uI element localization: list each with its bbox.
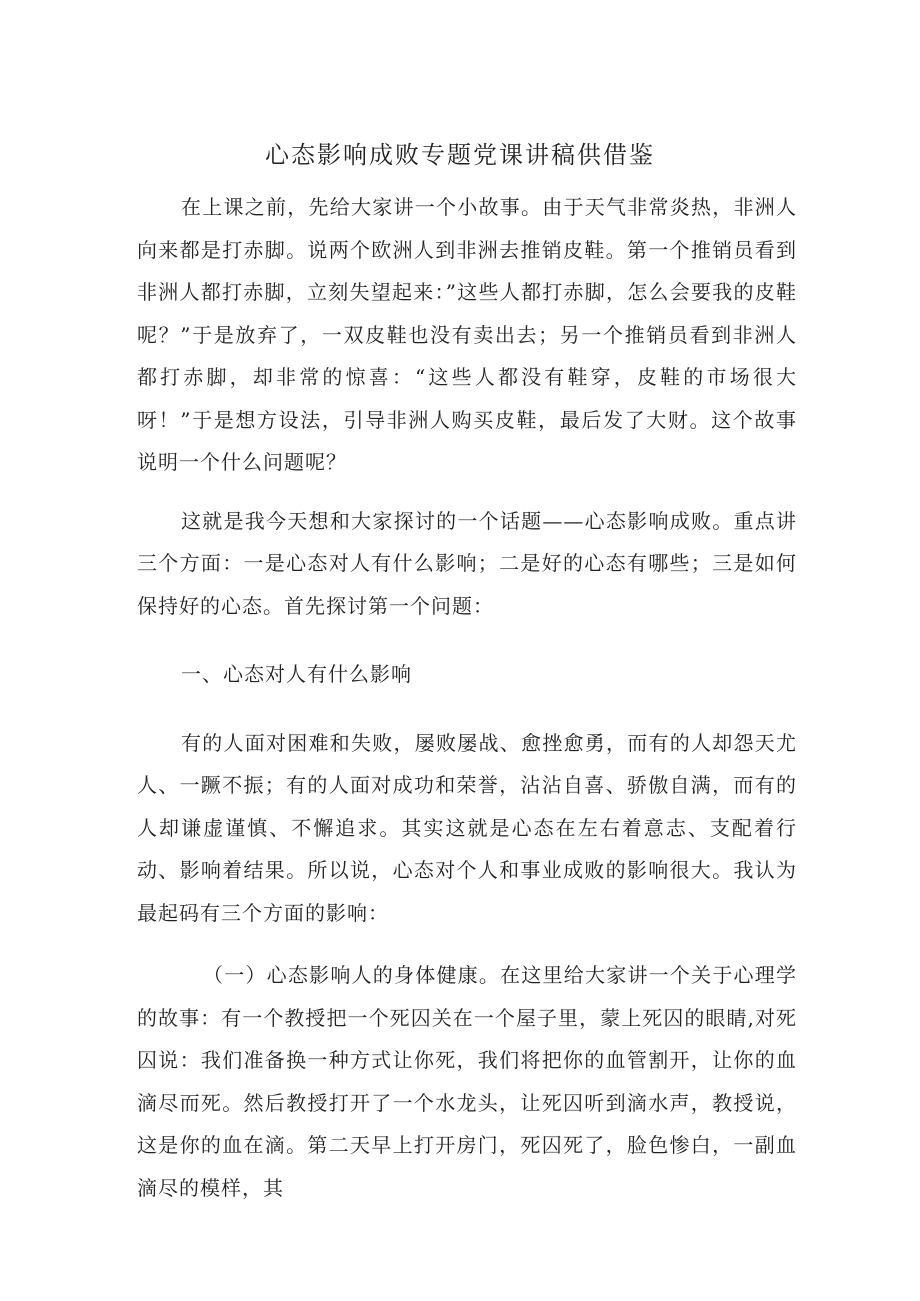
document-title: 心态影响成败专题党课讲稿供借鉴 [265, 141, 655, 169]
intro-paragraph: 在上课之前，先给大家讲一个小故事。由于天气非常炎热，非洲人向来都是打赤脚。说两个欧洲人到非洲去推销皮鞋。第一个推销员看到非洲人都打赤脚，立刻失望起来：”这些人都打赤脚，怎么会要我的皮鞋呢？”于是放弃了，一双皮鞋也没有卖出去；另一个推销员看到非洲人都打赤脚，却非常的惊喜：“这些人都没有鞋穿，皮鞋的市场很大呀！”于是想方设法，引导非洲人购买皮鞋，最后发了大财。这个故事说明一个什么问题呢？ [137, 195, 797, 474]
section-heading: 一、心态对人有什么影响 [181, 662, 412, 686]
topic-paragraph: 这就是我今天想和大家探讨的一个话题——心态影响成败。重点讲三个方面：一是心态对人有什么影响；二是好的心态有哪些；三是如何保持好的心态。首先探讨第一个问题： [137, 508, 797, 618]
subsection-paragraph: （一）心态影响人的身体健康。在这里给大家讲一个关于心理学的故事：有一个教授把一个死囚关在一个屋子里，蒙上死囚的眼睛,对死囚说：我们准备换一种方式让你死，我们将把你的血管割开，让你的血滴尽而死。然后教授打开了一个水龙头，让死囚听到滴水声，教授说，这是你的血在滴。第二天早上打开房门，死囚死了，脸色惨白，一副血滴尽的模样，其 [137, 963, 797, 1200]
section-paragraph: 有的人面对困难和失败，屡败屡战、愈挫愈勇，而有的人却怨天尤人、一蹶不振；有的人面对成功和荣誉，沾沾自喜、骄傲自满，而有的人却谦虚谨慎、不懈追求。其实这就是心态在左右着意志、支配着行动、影响着结果。所以说，心态对个人和事业成败的影响很大。我认为最起码有三个方面的影响： [137, 730, 797, 925]
document-body [137, 186, 797, 1209]
